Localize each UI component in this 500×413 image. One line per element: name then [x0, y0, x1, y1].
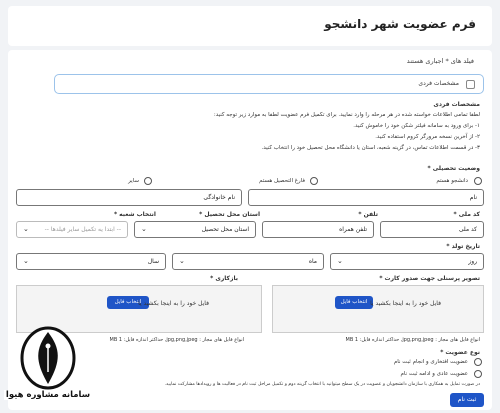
id-photo-hint: فایل خود را به اینجا بکشید یا: [370, 300, 441, 307]
province-value: استان محل تحصیل: [201, 226, 249, 233]
id-photo-dropzone[interactable]: [272, 285, 484, 333]
instruction-line-2: ۲- از آخرین نسخه مرورگر کروم استفاده کنید.: [375, 134, 480, 140]
province-select[interactable]: [134, 221, 256, 238]
user-card-icon: [466, 80, 475, 89]
birth-day-select[interactable]: [330, 253, 484, 270]
watermark-text: سامانه مشاوره هیوا: [5, 390, 91, 400]
chevron-down-icon: ⌄: [141, 225, 147, 233]
phone-label: تلفن *: [358, 211, 378, 218]
branch-select[interactable]: [16, 221, 128, 238]
option-honorary-membership: عضویت افتخاری و انجام ثبت نام: [393, 359, 468, 365]
id-photo-choose-button[interactable]: انتخاب فایل: [335, 296, 373, 309]
radio-regular-membership[interactable]: [474, 370, 482, 378]
radio-graduate[interactable]: [310, 177, 318, 185]
header-card: [8, 6, 492, 46]
membership-type-label: نوع عضویت *: [440, 349, 480, 356]
birth-day-value: روز: [468, 258, 477, 265]
instruction-line-1: ۱- برای ورود به سامانه فیلتر شکن خود را خاموش کنید.: [353, 123, 480, 129]
education-status-label: وضعیت تحصیلی *: [427, 165, 480, 172]
instruction-line-0: لطفا تمامی اطلاعات خواسته شده در هر مرحله را وارد نمایید. برای تکمیل فرم عضویت لطفا به موارد زیر توجه کنید:: [213, 112, 480, 118]
required-note: فیلد های * اجباری هستند: [406, 57, 474, 65]
branch-label: انتخاب شعبه *: [113, 211, 156, 218]
cv-label: بازکاری *: [210, 275, 238, 282]
chevron-down-icon: ⌄: [337, 257, 343, 265]
last-name-input[interactable]: نام خانوادگی: [16, 189, 242, 206]
section-title: مشخصات فردی: [418, 80, 459, 87]
birth-year-select[interactable]: [16, 253, 166, 270]
birth-date-label: تاریخ تولد *: [446, 243, 480, 250]
national-code-input[interactable]: کد ملی: [380, 221, 484, 238]
birth-year-value: سال: [147, 258, 159, 265]
option-student: دانشجو هستم: [436, 178, 468, 184]
chevron-down-icon: ⌄: [179, 257, 185, 265]
national-code-label: کد ملی *: [453, 211, 480, 218]
phone-input[interactable]: تلفن همراه: [262, 221, 374, 238]
first-name-input[interactable]: نام: [248, 189, 484, 206]
birth-month-select[interactable]: [172, 253, 324, 270]
page-title: فرم عضویت شهر دانشجو: [324, 17, 476, 31]
membership-note: در صورت تمایل به همکاری با سازمان دانشجویان و عضویت در یک سطح میتوانید با انتخاب گزینه دوم و تکمیل مراحل ثبت نام در فعالیت ها و رویدادها مشارکت نمایید.: [164, 382, 480, 387]
cv-choose-button[interactable]: انتخاب فایل: [107, 296, 149, 309]
chevron-down-icon: ⌄: [23, 225, 29, 233]
id-photo-label: تصویر پرسنلی جهت صدور کارت *: [379, 275, 480, 282]
id-photo-allowed-types: انواع فایل های مجاز : jpg,png,jpeg, حداکثر اندازه فایل: 1 MB: [345, 337, 480, 343]
birth-month-value: ماه: [308, 258, 317, 265]
province-label: استان محل تحصیل *: [199, 211, 260, 218]
submit-button[interactable]: ثبت نام: [450, 393, 484, 407]
cv-allowed-types: انواع فایل های مجاز : jpg,png,jpeg, حداکثر اندازه فایل: 1 MB: [109, 337, 244, 343]
radio-other[interactable]: [144, 177, 152, 185]
option-graduate: فارغ التحصیل هستم: [259, 178, 305, 184]
chevron-down-icon: ⌄: [23, 257, 29, 265]
instruction-line-3: ۳- در قسمت اطلاعات تماس، در گزینه شعبه، استان یا دانشگاه محل تحصیل خود را انتخاب کنید.: [261, 145, 480, 151]
radio-honorary-membership[interactable]: [474, 358, 482, 366]
hiva-watermark-logo: [4, 322, 92, 406]
radio-student[interactable]: [474, 177, 482, 185]
personal-heading: مشخصات فردی: [433, 101, 480, 108]
section-personal-info[interactable]: [54, 74, 484, 94]
option-other: سایر: [128, 178, 139, 184]
option-regular-membership: عضویت عادی و ادامه ثبت نام: [400, 371, 468, 377]
branch-value: -- ابتدا یه تکمیل سایر فیلدها --: [44, 226, 121, 233]
cv-hint: فایل خود را به اینجا بکشید یا: [138, 300, 209, 307]
